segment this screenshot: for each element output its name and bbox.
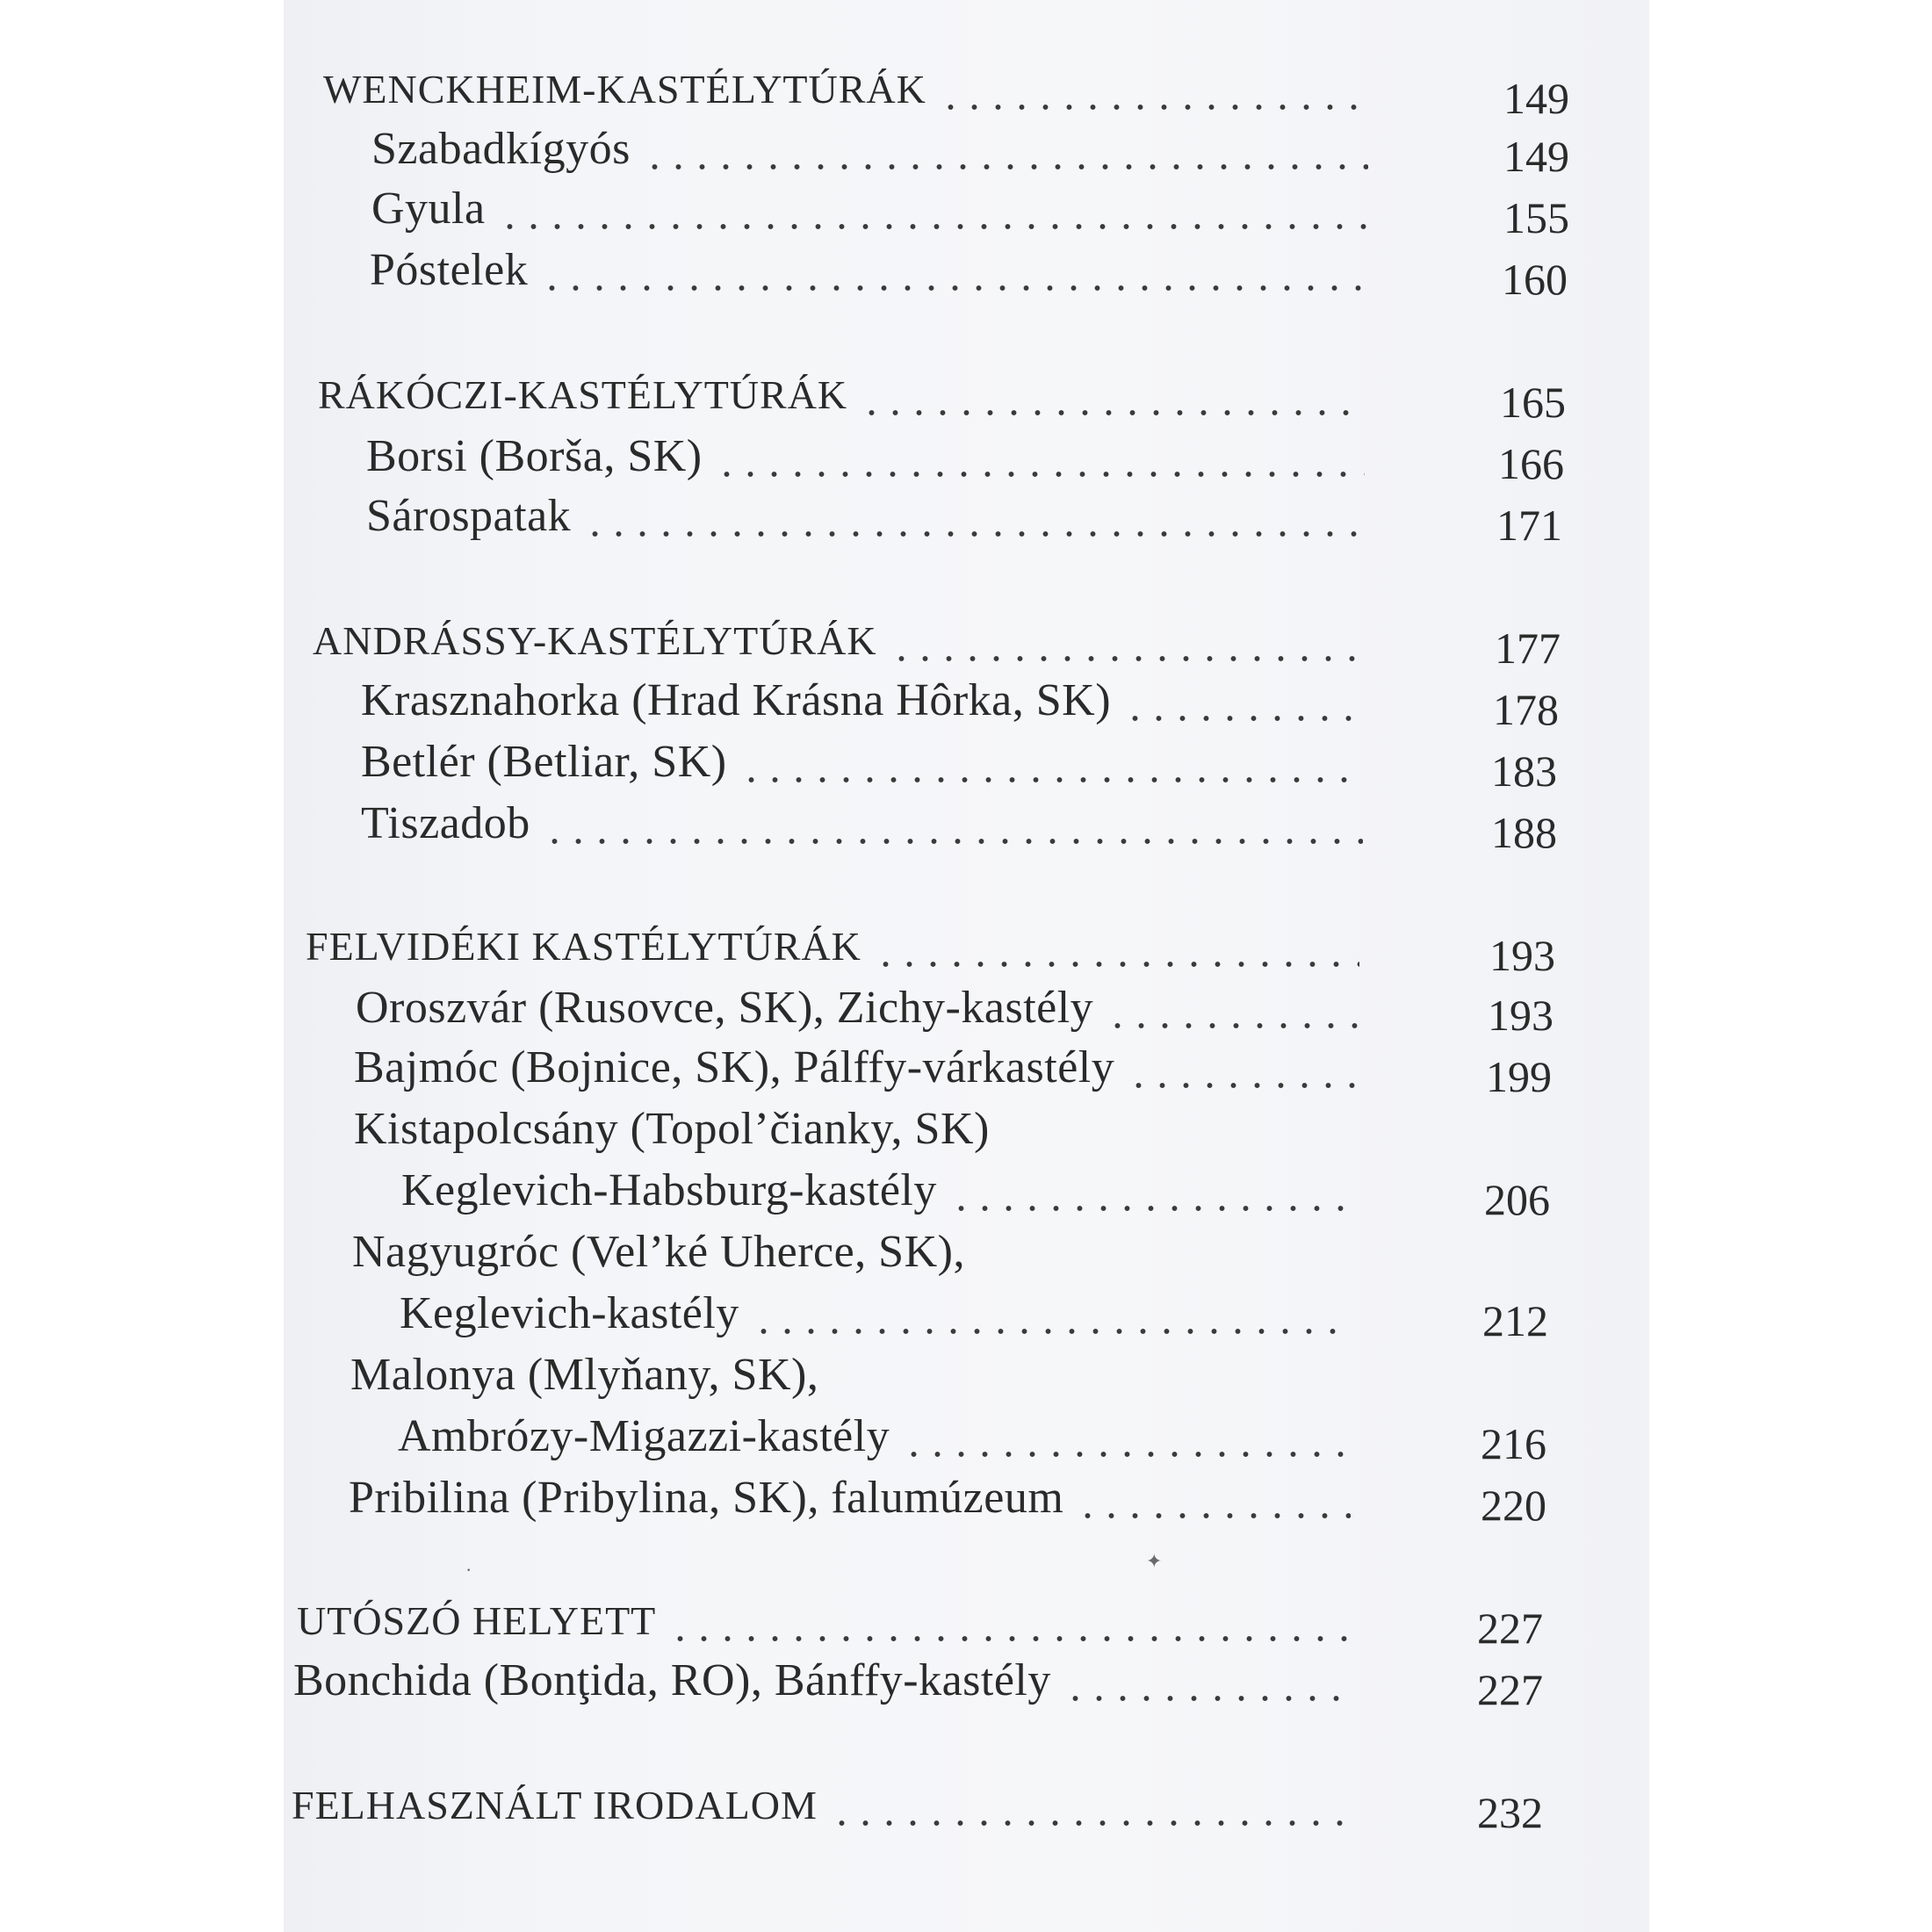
dot-leader: [874, 919, 1359, 975]
dot-leader: [1127, 1040, 1356, 1096]
dot-leader: [1076, 1470, 1351, 1526]
dot-leader: [739, 734, 1363, 790]
toc-entry-title: WENCKHEIM-KASTÉLYTÚRÁK: [323, 67, 926, 112]
toc-entry-first-line: Nagyugróc (Vel’ké Uherce, SK),: [352, 1227, 965, 1277]
toc-entry-title: Gyula: [371, 184, 486, 234]
toc-page-number: 171: [1496, 501, 1562, 550]
dot-leader: [752, 1286, 1352, 1342]
toc-entry: [370, 242, 1368, 299]
dot-leader: [860, 367, 1366, 423]
toc-entry: [293, 1653, 1347, 1709]
dot-leader: [890, 613, 1363, 669]
toc-page-number: 193: [1489, 931, 1555, 980]
dot-leader: [583, 488, 1365, 544]
toc-entry-title: FELVIDÉKI KASTÉLYTÚRÁK: [306, 924, 861, 969]
toc-entry-title: ANDRÁSSY-KASTÉLYTÚRÁK: [313, 618, 877, 663]
toc-page-number: 227: [1477, 1665, 1543, 1714]
toc-page-number: 155: [1503, 193, 1569, 242]
toc-entry: [349, 1470, 1351, 1526]
dot-leader: [540, 242, 1368, 299]
dot-leader: [498, 181, 1368, 237]
toc-page-number: 193: [1488, 991, 1554, 1040]
toc-entry-first-line: Kistapolcsány (Topol’čianky, SK): [354, 1104, 990, 1154]
dot-leader: [949, 1163, 1354, 1219]
toc-page-number: 232: [1477, 1788, 1543, 1837]
toc-page-number: 216: [1481, 1419, 1546, 1468]
toc-entry-title: Oroszvár (Rusovce, SK), Zichy-kastély: [356, 983, 1094, 1033]
toc-page-number: 177: [1495, 624, 1561, 673]
toc-entry: [398, 1409, 1352, 1465]
toc-entry-first-line: Malonya (Mlyňany, SK),: [350, 1350, 819, 1400]
toc-section-heading: [297, 1593, 1349, 1649]
toc-entry-title: Bonchida (Bonţida, RO), Bánffy-kastély: [293, 1655, 1051, 1705]
toc-page-number: 149: [1503, 74, 1569, 123]
toc-page-number: 199: [1486, 1052, 1552, 1101]
toc-page-number: 149: [1503, 132, 1569, 181]
toc-entry: [371, 181, 1368, 237]
toc-entry: [356, 980, 1358, 1036]
dot-leader: [902, 1409, 1352, 1465]
toc-entry-title: Keglevich-Habsburg-kastély: [401, 1165, 937, 1215]
toc-entry: [371, 121, 1368, 177]
dot-leader: [939, 61, 1368, 118]
dot-leader: [668, 1593, 1349, 1649]
toc-entry: [361, 673, 1363, 729]
toc-page-number: 212: [1482, 1296, 1548, 1345]
toc-entry-title: Sárospatak: [366, 491, 572, 541]
toc-entry-title: Tiszadob: [361, 798, 530, 848]
toc-entry: [366, 488, 1365, 544]
toc-entry-title: Ambrózy-Migazzi-kastély: [398, 1411, 890, 1461]
toc-page-number: 178: [1493, 685, 1559, 734]
toc-section-heading: [313, 613, 1363, 669]
toc-entry-title: FELHASZNÁLT IRODALOM: [292, 1783, 818, 1827]
toc-page-number: 227: [1477, 1604, 1543, 1653]
dot-leader: [643, 121, 1368, 177]
toc-section-heading: [292, 1777, 1347, 1834]
toc-entry-title: Pribilina (Pribylina, SK), falumúzeum: [349, 1473, 1064, 1523]
toc-page-number: 220: [1481, 1481, 1546, 1530]
toc-page-number: 188: [1491, 808, 1557, 857]
toc-entry-title: UTÓSZÓ HELYETT: [297, 1598, 657, 1643]
toc-entry-title: Keglevich-kastély: [400, 1288, 739, 1338]
paper-speck: ·: [465, 1559, 472, 1581]
dot-leader: [830, 1777, 1347, 1834]
toc-entry: [361, 734, 1363, 790]
toc-entry-title: Borsi (Borša, SK): [366, 431, 703, 481]
toc-entry: [354, 1040, 1356, 1096]
toc-page-number: 183: [1491, 746, 1557, 796]
dot-leader: [1123, 673, 1363, 729]
paper-speck: ✦: [1146, 1550, 1163, 1572]
toc-entry: [361, 796, 1363, 852]
dot-leader: [1063, 1653, 1347, 1709]
toc-entry: [366, 429, 1365, 485]
toc-section-heading: [318, 367, 1366, 423]
toc-page-number: 165: [1500, 378, 1566, 427]
dot-leader: [1106, 980, 1358, 1036]
toc-section-heading: [306, 919, 1359, 975]
toc-page-number: 166: [1498, 439, 1564, 488]
toc-section-heading: [323, 61, 1368, 118]
toc-entry-title: Póstelek: [370, 245, 529, 295]
toc-entry-title: RÁKÓCZI-KASTÉLYTÚRÁK: [318, 372, 848, 417]
toc-entry: [401, 1163, 1354, 1219]
toc-page-number: 160: [1502, 255, 1568, 304]
dot-leader: [543, 796, 1363, 852]
toc-page-number: 206: [1484, 1175, 1550, 1224]
toc-entry: [400, 1286, 1352, 1342]
toc-entry-title: Betlér (Betliar, SK): [361, 737, 727, 787]
toc-entry-title: Bajmóc (Bojnice, SK), Pálffy-várkastély: [354, 1042, 1115, 1092]
toc-entry-title: Szabadkígyós: [371, 124, 631, 174]
dot-leader: [715, 429, 1365, 485]
toc-entry-title: Krasznahorka (Hrad Krásna Hôrka, SK): [361, 675, 1112, 725]
